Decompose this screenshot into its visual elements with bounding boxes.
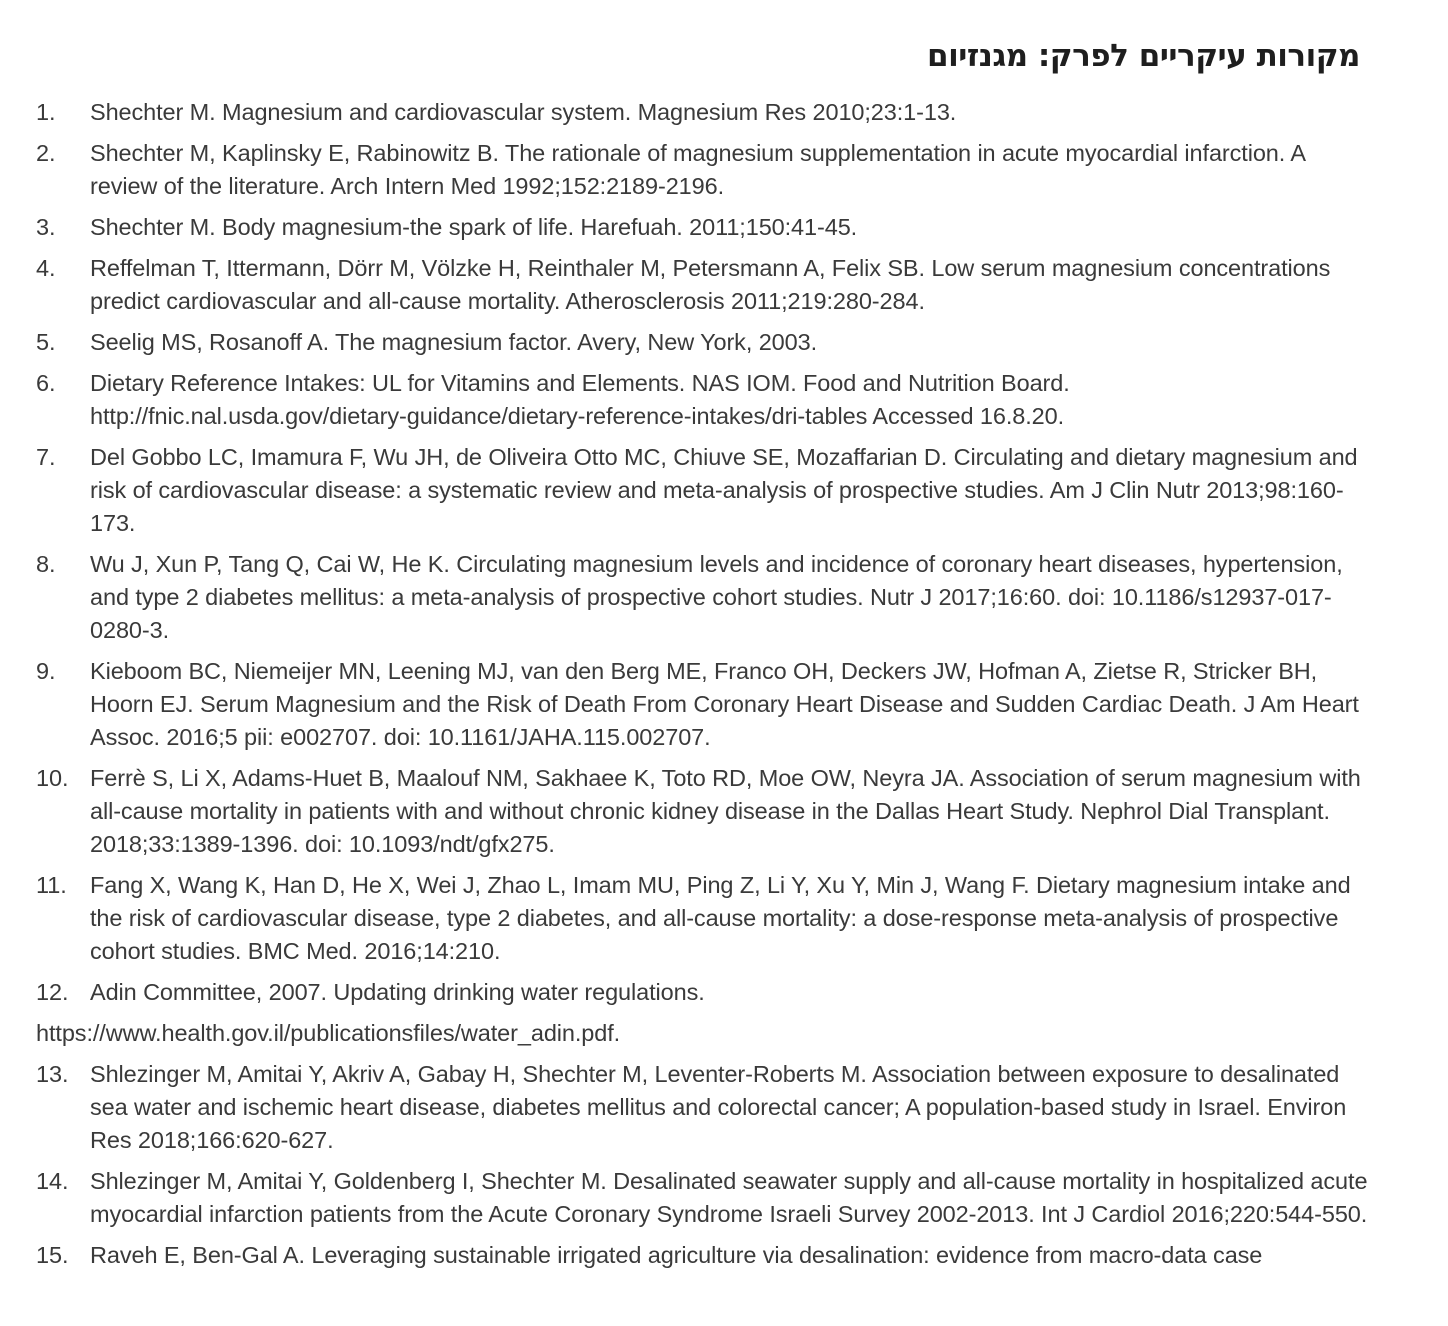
reference-number: 2. <box>36 140 56 166</box>
reference-text: Shlezinger M, Amitai Y, Goldenberg I, Shechter M. Desalinated seawater supply and all-cause mortality in hospitalized acute myocardial infarction patients from the Acute Coronary Syndrome Israeli Survey 2002-2013. Int J Cardiol 2016;220:544-550. <box>90 1168 1368 1227</box>
reference-text: Seelig MS, Rosanoff A. The magnesium factor. Avery, New York, 2003. <box>90 329 817 355</box>
reference-item <box>36 252 1376 318</box>
reference-text: Wu J, Xun P, Tang Q, Cai W, He K. Circulating magnesium levels and incidence of coronary heart diseases, hypertension, and type 2 diabetes mellitus: a meta-analysis of prospective cohort studies. Nutr J 2017;16:60. doi: 10.1186/s12937-017-0280-3. <box>90 551 1343 643</box>
reference-text: Shechter M. Magnesium and cardiovascular system. Magnesium Res 2010;23:1-13. <box>90 99 957 125</box>
reference-number: 14. <box>36 1168 69 1194</box>
reference-url-line: https://www.health.gov.il/publicationsfiles/water_adin.pdf. <box>36 1020 621 1046</box>
reference-item <box>36 96 1376 129</box>
reference-text: Shechter M. Body magnesium-the spark of life. Harefuah. 2011;150:41-45. <box>90 214 858 240</box>
reference-text: Shlezinger M, Amitai Y, Akriv A, Gabay H, Shechter M, Leventer-Roberts M. Association between exposure to desalinated sea water and ischemic heart disease, diabetes mellitus and colorectal cancer; A population-based study in Israel. Environ Res 2018;166:620-627. <box>90 1061 1347 1153</box>
reference-item <box>36 869 1376 968</box>
reference-text: Shechter M, Kaplinsky E, Rabinowitz B. The rationale of magnesium supplementation in acute myocardial infarction. A review of the literature. Arch Intern Med 1992;152:2189-2196. <box>90 140 1305 199</box>
reference-number: 3. <box>36 214 56 240</box>
reference-item <box>36 211 1376 244</box>
reference-number: 7. <box>36 444 56 470</box>
reference-number: 5. <box>36 329 56 355</box>
reference-number: 8. <box>36 551 56 577</box>
reference-text: Reffelman T, Ittermann, Dörr M, Völzke H, Reinthaler M, Petersmann A, Felix SB. Low serum magnesium concentrations predict cardiovascular and all-cause mortality. Atherosclerosis 2011;219:280-284. <box>90 255 1331 314</box>
reference-text: Fang X, Wang K, Han D, He X, Wei J, Zhao L, Imam MU, Ping Z, Li Y, Xu Y, Min J, Wang F. Dietary magnesium intake and the risk of cardiovascular disease, type 2 diabetes, and all-cause mortality: a dose-response meta-analysis of prospective cohort studies. BMC Med. 2016;14:210. <box>90 872 1351 964</box>
reference-number: 6. <box>36 370 56 396</box>
reference-list <box>36 96 1376 1280</box>
reference-item <box>36 1165 1376 1231</box>
reference-text: Raveh E, Ben-Gal A. Leveraging sustainable irrigated agriculture via desalination: evidence from macro-data case <box>90 1242 1263 1268</box>
reference-item <box>36 137 1376 203</box>
reference-item <box>36 762 1376 861</box>
reference-number: 15. <box>36 1242 69 1268</box>
reference-item <box>36 367 1376 433</box>
reference-text: Dietary Reference Intakes: UL for Vitamins and Elements. NAS IOM. Food and Nutrition Board. http://fnic.nal.usda.gov/dietary-guidance/dietary-reference-intakes/dri-tables Accessed 16.8.20. <box>90 370 1070 429</box>
reference-text: Del Gobbo LC, Imamura F, Wu JH, de Oliveira Otto MC, Chiuve SE, Mozaffarian D. Circulating and dietary magnesium and risk of cardiovascular disease: a systematic review and meta-analysis of prospective studies. Am J Clin Nutr 2013;98:160-173. <box>90 444 1358 536</box>
reference-number: 4. <box>36 255 56 281</box>
reference-text: Kieboom BC, Niemeijer MN, Leening MJ, van den Berg ME, Franco OH, Deckers JW, Hofman A, Zietse R, Stricker BH, Hoorn EJ. Serum Magnesium and the Risk of Death From Coronary Heart Disease and Sudden Cardiac Death. J Am Heart Assoc. 2016;5 pii: e002707. doi: 10.1161/JAHA.115.002707. <box>90 658 1359 750</box>
reference-number: 11. <box>36 872 67 898</box>
reference-number: 13. <box>36 1061 69 1087</box>
reference-item <box>36 326 1376 359</box>
reference-item <box>36 548 1376 647</box>
reference-item <box>36 441 1376 540</box>
page-title: מקורות עיקריים לפרק: מגנזיום <box>927 38 1360 74</box>
reference-number: 1. <box>36 99 56 125</box>
reference-item <box>36 976 1376 1009</box>
reference-text: Ferrè S, Li X, Adams-Huet B, Maalouf NM, Sakhaee K, Toto RD, Moe OW, Neyra JA. Association of serum magnesium with all-cause mortality in patients with and without chronic kidney disease in the Dallas Heart Study. Nephrol Dial Transplant. 2018;33:1389-1396. doi: 10.1093/ndt/gfx275. <box>90 765 1361 857</box>
reference-text: Adin Committee, 2007. Updating drinking water regulations. <box>90 979 705 1005</box>
reference-item <box>36 1058 1376 1157</box>
reference-item <box>36 655 1376 754</box>
reference-number: 9. <box>36 658 56 684</box>
reference-number: 10. <box>36 765 69 791</box>
reference-number: 12. <box>36 979 69 1005</box>
reference-item <box>36 1239 1376 1272</box>
